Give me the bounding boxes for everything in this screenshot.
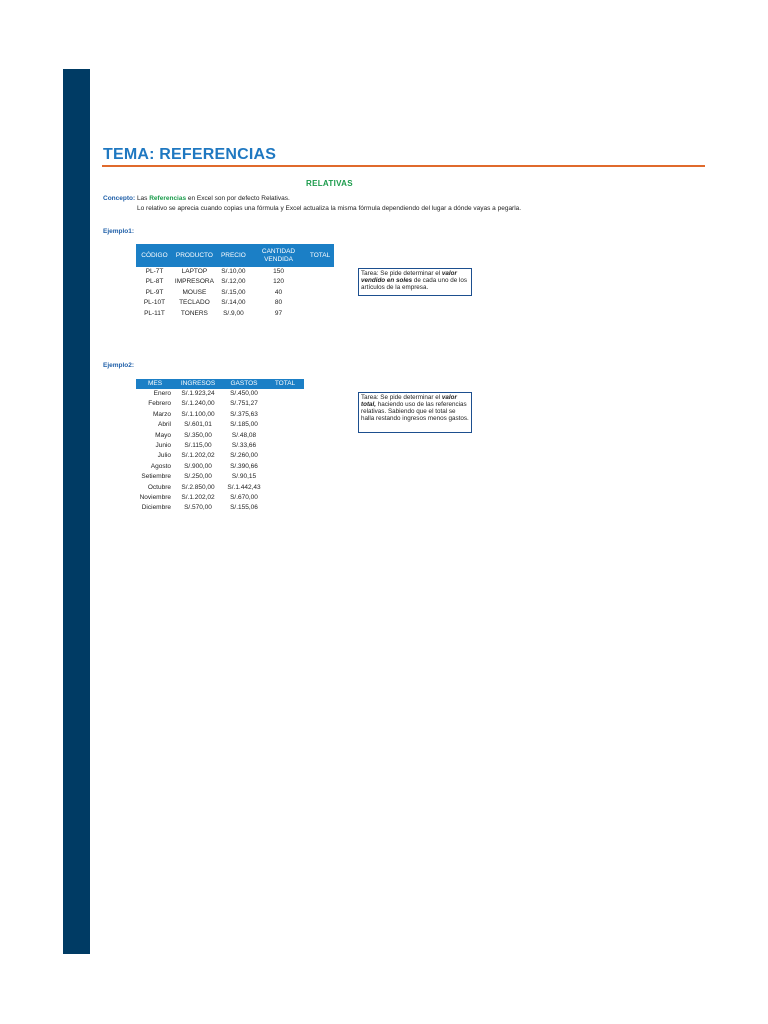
table-row (136, 420, 304, 430)
table-row (136, 399, 304, 409)
note-text-bold: valor vendido en soles (361, 270, 457, 284)
cell[interactable]: S/.33,66 (231, 442, 257, 450)
section-subtitle: RELATIVAS (306, 179, 353, 188)
cell[interactable]: Octubre (147, 483, 171, 491)
cell[interactable]: S/.390,66 (230, 462, 258, 470)
table-header-row (136, 244, 334, 267)
table-row (136, 288, 334, 298)
concept-label: Concepto: (103, 195, 136, 202)
cell[interactable] (306, 267, 334, 277)
note-text-post: de cada uno de los artículos de la empresa. (361, 277, 468, 291)
task-note-2 (358, 392, 472, 433)
column-header: MES (136, 379, 174, 389)
cell[interactable]: 40 (274, 288, 283, 296)
note-text-pre: Tarea: Se pide determinar el (361, 270, 442, 277)
cell[interactable]: Agosto (150, 462, 171, 470)
cell[interactable]: Diciembre (141, 504, 171, 512)
ejemplo2-label: Ejemplo2: (103, 362, 135, 369)
cell[interactable]: Febrero (148, 400, 171, 408)
column-header: CÓDIGO (136, 244, 173, 267)
cell[interactable]: Mayo (155, 431, 171, 439)
column-header: INGRESOS (174, 379, 222, 389)
cell[interactable]: Marzo (152, 410, 171, 418)
title-divider (102, 165, 705, 167)
cell[interactable] (266, 451, 304, 461)
cell[interactable] (266, 493, 304, 503)
table-row (136, 503, 304, 513)
concept-text-pre: Las (135, 195, 150, 202)
cell[interactable]: S/.751,27 (230, 400, 258, 408)
cell[interactable] (266, 441, 304, 451)
cell[interactable]: S/.14,00 (221, 299, 246, 307)
cell[interactable]: S/.1.240,00 (181, 400, 215, 408)
cell[interactable]: Enero (153, 390, 171, 397)
cell[interactable] (266, 389, 304, 399)
cell[interactable]: S/.15,00 (221, 288, 246, 296)
cell[interactable]: PL-8T (145, 278, 164, 286)
side-accent-bar (63, 69, 90, 954)
cell[interactable] (266, 472, 304, 482)
cell[interactable]: S/.601,01 (184, 421, 212, 429)
cell[interactable] (266, 431, 304, 441)
table-row (136, 309, 334, 319)
cell[interactable]: LAPTOP (181, 268, 208, 275)
note-text-pre: Tarea: Se pide determinar el (361, 394, 442, 401)
cell[interactable]: S/.2.850,00 (181, 483, 215, 491)
cell[interactable] (306, 288, 334, 298)
table-row (136, 483, 304, 493)
ejemplo1-table (136, 244, 334, 319)
cell[interactable] (306, 277, 334, 287)
table-row (136, 277, 334, 287)
note-text-bold: valor total, (361, 394, 457, 408)
table-row (136, 493, 304, 503)
table-row (136, 451, 304, 461)
cell[interactable]: S/.450,00 (230, 390, 258, 397)
cell[interactable]: 120 (273, 278, 284, 286)
cell[interactable] (306, 309, 334, 319)
table-row (136, 462, 304, 472)
cell[interactable]: TONERS (180, 309, 208, 317)
cell[interactable]: S/.570,00 (184, 504, 212, 512)
cell[interactable]: Abril (157, 421, 171, 429)
cell[interactable]: S/.115,00 (184, 442, 212, 450)
column-header: TOTAL (266, 379, 304, 389)
cell[interactable]: S/.10,00 (221, 268, 246, 275)
task-note-1 (358, 268, 472, 296)
cell[interactable]: PL-7T (145, 268, 164, 275)
cell[interactable]: Setiembre (141, 473, 171, 481)
cell[interactable]: S/.48,08 (231, 431, 257, 439)
cell[interactable]: S/.900,00 (184, 462, 212, 470)
cell[interactable]: S/.1.202,02 (181, 494, 215, 502)
cell[interactable]: S/.1.202,02 (181, 452, 215, 460)
cell[interactable]: S/.90,15 (231, 473, 257, 481)
concept-line-2: Lo relativo se aprecia cuando copias una fórmula y Excel actualiza la misma fórmula dependiendo del lugar a dónde vayas a pegarla. (137, 205, 522, 212)
cell[interactable]: Julio (157, 452, 171, 460)
cell[interactable]: Noviembre (139, 494, 171, 502)
cell[interactable]: 97 (274, 309, 283, 317)
cell[interactable]: S/.350,00 (184, 431, 212, 439)
cell[interactable]: S/.250,00 (184, 473, 212, 481)
cell[interactable]: S/.670,00 (230, 494, 258, 502)
cell[interactable]: 80 (274, 299, 283, 307)
column-header: PRODUCTO (173, 244, 216, 267)
cell[interactable] (266, 483, 304, 493)
table-row (136, 389, 304, 399)
cell[interactable]: S/.1.923,24 (181, 390, 215, 397)
column-header: PRECIO (216, 244, 251, 267)
concept-line (103, 195, 290, 202)
ejemplo2-table (136, 379, 304, 514)
cell[interactable] (266, 503, 304, 513)
cell[interactable]: S/.1.100,00 (181, 410, 215, 418)
cell[interactable]: S/.9,00 (223, 309, 244, 317)
cell[interactable] (266, 462, 304, 472)
column-header: GASTOS (222, 379, 266, 389)
concept-text-post: en Excel son por defecto Relativas. (186, 195, 290, 202)
cell[interactable]: TECLADO (179, 299, 210, 307)
cell[interactable] (266, 410, 304, 420)
table-row (136, 298, 334, 308)
cell[interactable]: S/.1.442,43 (227, 483, 261, 491)
cell[interactable]: IMPRESORA (174, 278, 214, 286)
cell[interactable]: MOUSE (182, 288, 207, 296)
table-row (136, 267, 334, 277)
concept-highlight: Referencias (149, 195, 187, 202)
cell[interactable]: S/.185,00 (230, 421, 258, 429)
cell[interactable]: PL-11T (144, 309, 165, 317)
table-header-row (136, 379, 304, 389)
cell[interactable]: S/.155,06 (230, 504, 258, 512)
cell[interactable] (306, 298, 334, 308)
table-row (136, 472, 304, 482)
ejemplo1-label: Ejemplo1: (103, 228, 135, 235)
cell[interactable]: 150 (273, 268, 284, 275)
column-header: CANTIDAD VENDIDA (251, 244, 306, 267)
note-text-post: haciendo uso de las referencias relativas. Sabiendo que el total se halla restando ingresos menos gastos. (361, 401, 469, 422)
cell[interactable] (266, 399, 304, 409)
table-row (136, 431, 304, 441)
cell[interactable]: S/.260,00 (230, 452, 258, 460)
cell[interactable]: S/.12,00 (221, 278, 246, 286)
page-title: TEMA: REFERENCIAS (103, 146, 277, 163)
cell[interactable]: S/.375,63 (230, 410, 258, 418)
cell[interactable]: PL-10T (143, 299, 166, 307)
cell[interactable] (266, 420, 304, 430)
table-row (136, 410, 304, 420)
cell[interactable]: PL-9T (145, 288, 164, 296)
table-row (136, 441, 304, 451)
column-header: TOTAL (306, 244, 334, 267)
cell[interactable]: Junio (155, 442, 171, 450)
